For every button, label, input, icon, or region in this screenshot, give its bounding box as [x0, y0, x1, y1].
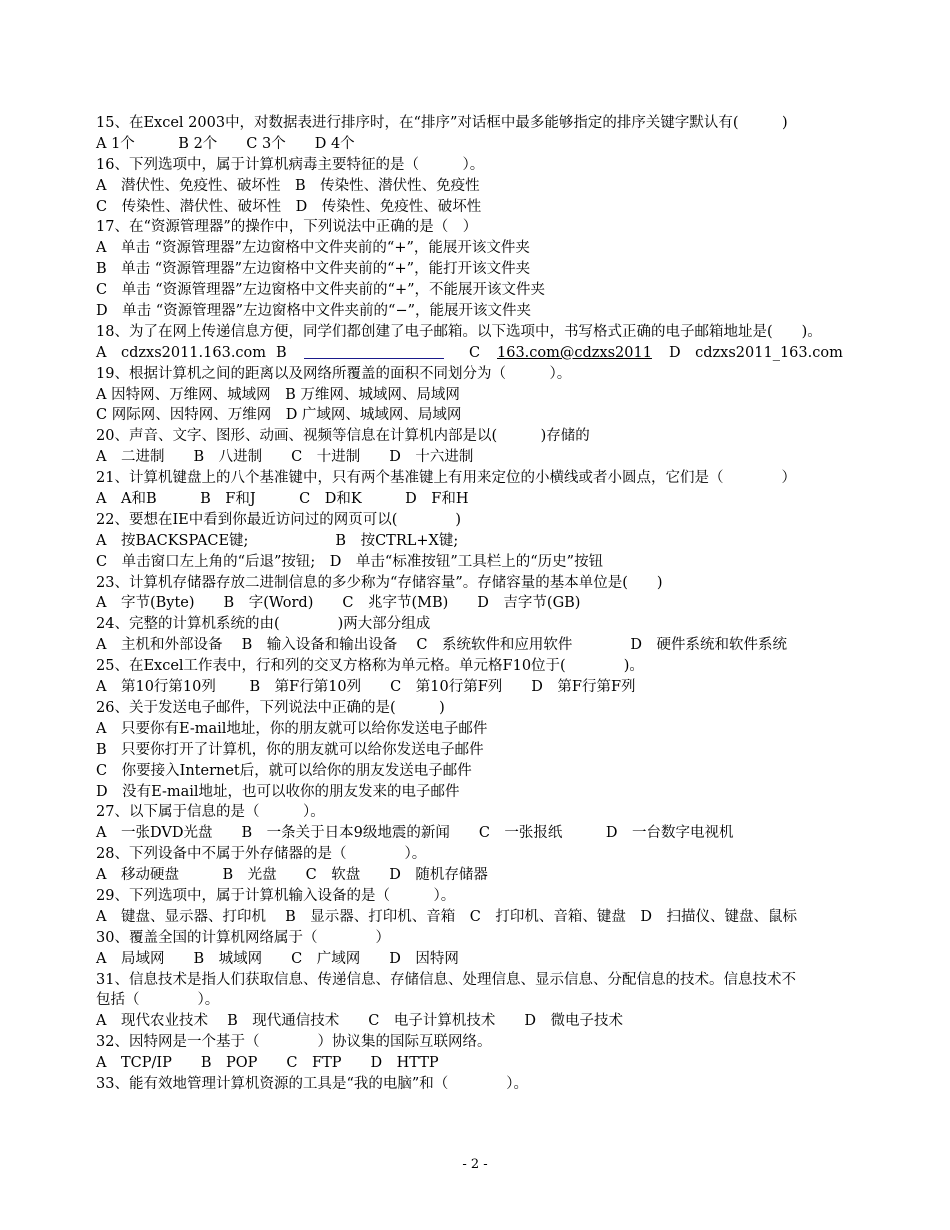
text-line: 23、计算机存储器存放二进制信息的多少称为“存储容量”。存储容量的基本单位是( ): [96, 574, 663, 591]
question-list: [96, 113, 886, 1095]
text-line: A 键盘、显示器、打印机 B 显示器、打印机、音箱 C 打印机、音箱、键盘 D 扫描仪、键盘、鼠标: [96, 908, 797, 925]
text-line: A 二进制 B 八进制 C 十进制 D 十六进制: [96, 449, 474, 466]
text-line: A 按BACKSPACE键; B 按CTRL+X键;: [96, 532, 459, 549]
text-line: 21、计算机键盘上的八个基准键中，只有两个基准键上有用来定位的小横线或者小圆点，它们是（ ）: [96, 470, 796, 487]
text-line: A A和B B F和J C D和K D F和H: [96, 491, 469, 508]
text-line: A 1个 B 2个 C 3个 D 4个: [96, 135, 355, 152]
text-line: A 只要你有E-mail地址，你的朋友就可以给你发送电子邮件: [96, 720, 488, 737]
text-line: C 单击窗口左上角的“后退”按钮; D 单击“标准按钮”工具栏上的“历史”按钮: [96, 553, 604, 570]
text-line: A 潜伏性、免疫性、破坏性 B 传染性、潜伏性、免疫性: [96, 177, 480, 194]
text-line: 包括（ ）。: [96, 992, 220, 1009]
text-line: 33、能有效地管理计算机资源的工具是“我的电脑”和（ ）。: [96, 1075, 529, 1092]
text-line: C 网际网、因特网、万维网 D 广域网、城域网、局域网: [96, 407, 462, 424]
text-line: A 一张DVD光盘 B 一条关于日本9级地震的新闻 C 一张报纸 D 一台数字电视机: [96, 825, 734, 842]
text-line: A 第10行第10列 B 第F行第10列 C 第10行第F列 D 第F行第F列: [96, 679, 636, 696]
text-line: A 单击 “资源管理器”左边窗格中文件夹前的“+”，能展开该文件夹: [96, 240, 530, 257]
text-line: 17、在“资源管理器”的操作中，下列说法中正确的是（ ）: [96, 219, 478, 236]
text-line: 30、覆盖全国的计算机网络属于（ ）: [96, 929, 390, 946]
text-line: 27、以下属于信息的是（ ）。: [96, 804, 325, 821]
text-line: A 因特网、万维网、城域网 B 万维网、城域网、局域网: [96, 386, 460, 403]
text-line: D 没有E-mail地址，也可以收你的朋友发来的电子邮件: [96, 783, 460, 800]
text-line: 29、下列选项中，属于计算机输入设备的是（ ）。: [96, 887, 456, 904]
text-line: 31、信息技术是指人们获取信息、传递信息、存储信息、处理信息、显示信息、分配信息的技术。信息技术不: [96, 971, 796, 988]
text-line: B 只要你打开了计算机，你的朋友就可以给你发送电子邮件: [96, 741, 484, 758]
q18-option-d: D cdzxs2011_163.com: [669, 344, 843, 361]
text-line: 19、根据计算机之间的距离以及网络所覆盖的面积不同划分为（ ）。: [96, 365, 572, 382]
q18-option-a: A cdzxs2011.163.com: [96, 344, 267, 361]
text-line: 28、下列设备中不属于外存储器的是（ ）。: [96, 846, 427, 863]
text-line: A 字节(Byte) B 字(Word) C 兆字节(MB) D 吉字节(GB): [96, 595, 581, 612]
text-line: C 传染性、潜伏性、破坏性 D 传染性、免疫性、破坏性: [96, 198, 482, 215]
q18-option-c-label: C: [469, 344, 481, 361]
text-line: 20、声音、文字、图形、动画、视频等信息在计算机内部是以( )存储的: [96, 428, 590, 445]
q18-options: [96, 343, 886, 364]
text-line: C 单击 “资源管理器”左边窗格中文件夹前的“+”，不能展开该文件夹: [96, 282, 546, 299]
q18-option-b-blank: [304, 343, 444, 359]
text-line: C 你要接入Internet后，就可以给你的朋友发送电子邮件: [96, 762, 472, 779]
q18-option-c-email: 163.com@cdzxs2011: [497, 344, 652, 361]
text-line: 26、关于发送电子邮件，下列说法中正确的是( ): [96, 699, 445, 716]
text-line: 15、在Excel 2003中，对数据表进行排序时，在“排序”对话框中最多能够指定的排序关键字默认有( ): [96, 115, 788, 131]
text-line: A 现代农业技术 B 现代通信技术 C 电子计算机技术 D 微电子技术: [96, 1013, 623, 1030]
text-line: 18、为了在网上传递信息方便，同学们都创建了电子邮箱。以下选项中，书写格式正确的电子邮箱地址是( )。: [96, 323, 822, 340]
text-line: A 移动硬盘 B 光盘 C 软盘 D 随机存储器: [96, 867, 488, 884]
text-line: 32、因特网是一个基于（ ）协议集的国际互联网络。: [96, 1034, 492, 1051]
text-line: D 单击 “资源管理器”左边窗格中文件夹前的“−”，能展开该文件夹: [96, 303, 532, 320]
page-number: - 2 -: [462, 1157, 488, 1172]
q18-option-b: B: [276, 344, 287, 361]
text-line: A 主机和外部设备 B 输入设备和输出设备 C 系统软件和应用软件 D 硬件系统和软件系统: [96, 637, 788, 654]
text-line: 24、完整的计算机系统的由( )两大部分组成: [96, 616, 431, 633]
text-line: B 单击 “资源管理器”左边窗格中文件夹前的“+”，能打开该文件夹: [96, 261, 531, 278]
text-line: A 局域网 B 城域网 C 广域网 D 因特网: [96, 950, 459, 967]
text-line: 22、要想在IE中看到你最近访问过的网页可以( ): [96, 511, 462, 528]
text-line: 25、在Excel工作表中，行和列的交叉方格称为单元格。单元格F10位于( )。: [96, 658, 644, 675]
text-line: 16、下列选项中，属于计算机病毒主要特征的是（ ）。: [96, 156, 485, 173]
text-line: A TCP/IP B POP C FTP D HTTP: [96, 1055, 439, 1072]
